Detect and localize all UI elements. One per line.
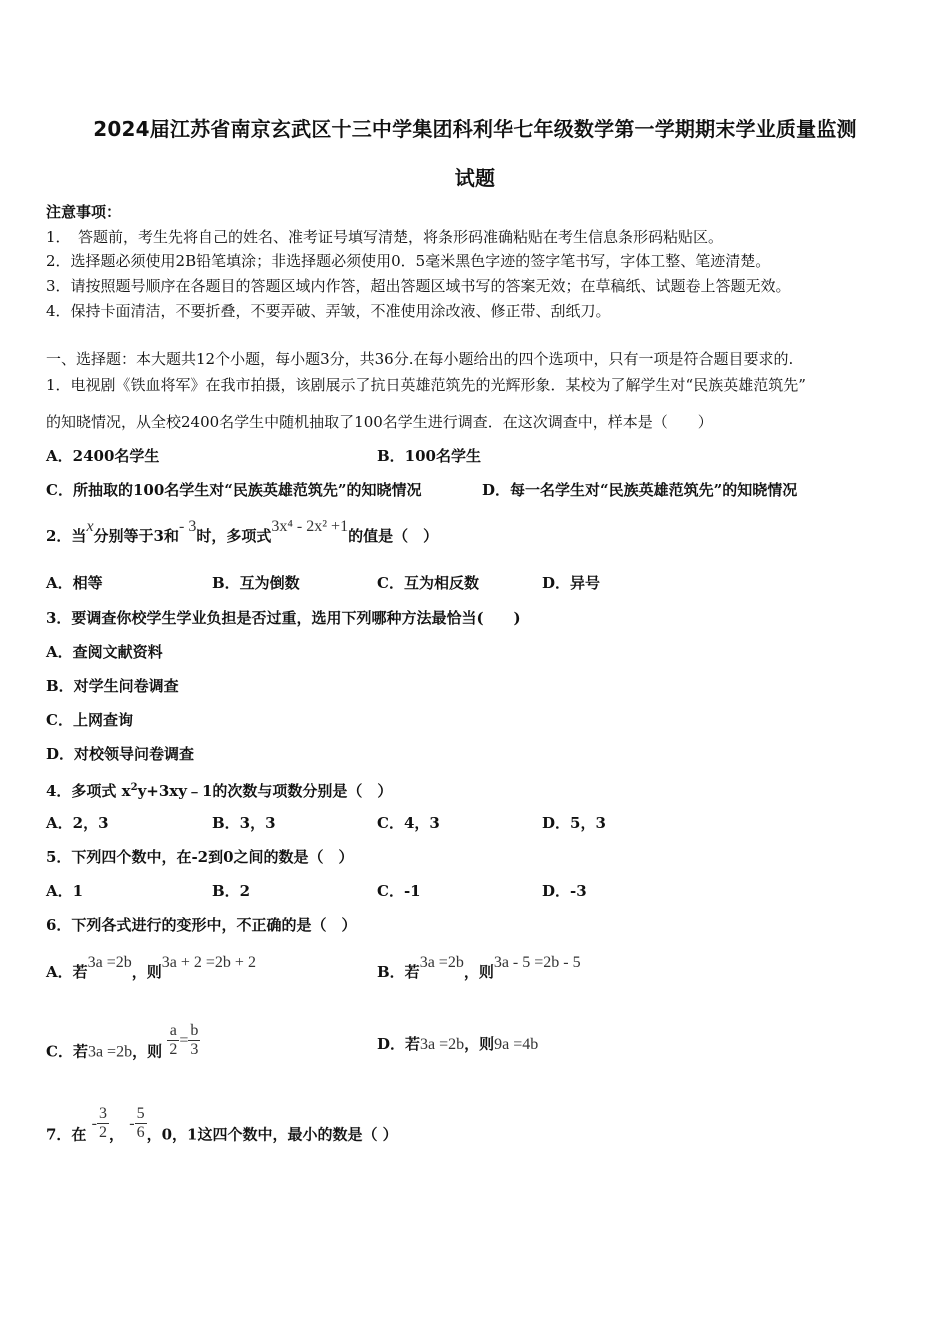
q5-option-c: C．-1	[377, 882, 421, 900]
fraction: $\frac{3}{2}$	[99, 1105, 107, 1141]
q2-neg-three: - 3	[179, 518, 197, 535]
page-title-line2: 试题	[454, 166, 496, 190]
q2-text-3: 时，多项式	[196, 527, 272, 545]
q2-polynomial: 3x⁴ - 2x² +1	[271, 518, 349, 535]
q2-option-c: C．互为相反数	[377, 574, 479, 592]
section-heading: 一、选择题：本大题共12个小题，每小题3分，共36分.在每小题给出的四个选项中，只有一项是符合题目要求的.	[46, 350, 794, 368]
question-7-stem: 7．在 - $\frac{3}{2}$ ， - $\frac{5}{6}$ ，0，1这四个数中，最小的数是（ ）	[46, 1105, 398, 1144]
q2-option-a: A．相等	[46, 574, 103, 592]
q4-option-d: D．5，3	[542, 814, 606, 832]
fraction: $\frac{5}{6}$	[136, 1105, 145, 1141]
q1-option-c: C．所抽取的100名学生对“民族英雄范筑先”的知晓情况	[46, 481, 422, 499]
q6-option-c: C．若3a =2b，则 $\frac{a}{2}$ = $\frac{b}{3}$	[46, 1022, 199, 1061]
question-6-stem: 6．下列各式进行的变形中，不正确的是（ ）	[46, 916, 357, 934]
q2-option-d: D．异号	[542, 574, 601, 592]
q4-option-a: A．2，3	[46, 814, 109, 832]
q4-option-c: C．4，3	[377, 814, 440, 832]
q3-option-d: D．对校领导问卷调查	[46, 745, 195, 763]
q4-option-b: B．3，3	[212, 814, 276, 832]
question-4-stem: 4．多项式 $x^2y+3xy﹣1$的次数与项数分别是（ ）	[46, 782, 393, 800]
q3-option-a: A．查阅文献资料	[46, 643, 163, 661]
q6-option-a: A．若3a =2b，则3a + 2 =2b + 2	[46, 954, 256, 981]
q1-option-a: A．2400名学生	[46, 447, 160, 465]
notice-item: 4．保持卡面清洁，不要折叠，不要弄破、弄皱，不准使用涂改液、修正带、刮纸刀。	[46, 302, 611, 320]
question-5-stem: 5．下列四个数中，在-2到0之间的数是（ ）	[46, 848, 354, 866]
q2-text-4: 的值是（ ）	[348, 527, 439, 545]
q5-option-b: B．2	[212, 882, 251, 900]
notice-item: 1． 答题前，考生先将自己的姓名、准考证号填写清楚，将条形码准确粘贴在考生信息条形码粘贴区。	[46, 228, 724, 246]
fraction: $\frac{b}{3}$	[190, 1022, 199, 1058]
page-title: 2024届江苏省南京玄武区十三中学集团科利华七年级数学第一学期期末学业质量监测	[93, 117, 857, 141]
question-2-stem	[46, 518, 439, 547]
q6-option-d: D．若3a =2b，则9a =4b	[377, 1035, 539, 1053]
q2-option-b: B．互为倒数	[212, 574, 300, 592]
notice-item: 3．请按照题号顺序在各题目的答题区域内作答，超出答题区域书写的答案无效；在草稿纸、试题卷上答题无效。	[46, 277, 791, 295]
q3-option-c: C．上网查询	[46, 711, 133, 729]
question-1-stem-cont: 的知晓情况，从全校2400名学生中随机抽取了100名学生进行调查．在这次调查中，样本是（ ）	[46, 413, 713, 431]
notice-item: 2．选择题必须使用2B铅笔填涂；非选择题必须使用0．5毫米黑色字迹的签字笔书写，字体工整、笔迹清楚。	[46, 252, 771, 270]
notice-heading: 注意事项：	[46, 203, 122, 221]
q2-variable: x	[86, 518, 94, 535]
question-1-stem: 1．电视剧《铁血将军》在我市拍摄，该剧展示了抗日英雄范筑先的光辉形象．某校为了解学生对“民族英雄范筑先”	[46, 376, 806, 394]
q5-option-a: A．1	[46, 882, 84, 900]
q2-text-1: 2．当	[46, 527, 87, 545]
q2-text-2: 分别等于3和	[93, 527, 179, 545]
q1-option-b: B．100名学生	[377, 447, 481, 465]
q3-option-b: B．对学生问卷调查	[46, 677, 179, 695]
q6-option-b: B．若3a =2b，则3a - 5 =2b - 5	[377, 954, 581, 981]
question-3-stem: 3．要调查你校学生学业负担是否过重，选用下列哪种方法最恰当( )	[46, 609, 521, 627]
q1-option-d: D．每一名学生对“民族英雄范筑先”的知晓情况	[482, 481, 798, 499]
q5-option-d: D．-3	[542, 882, 587, 900]
fraction: $\frac{a}{2}$	[169, 1022, 178, 1058]
